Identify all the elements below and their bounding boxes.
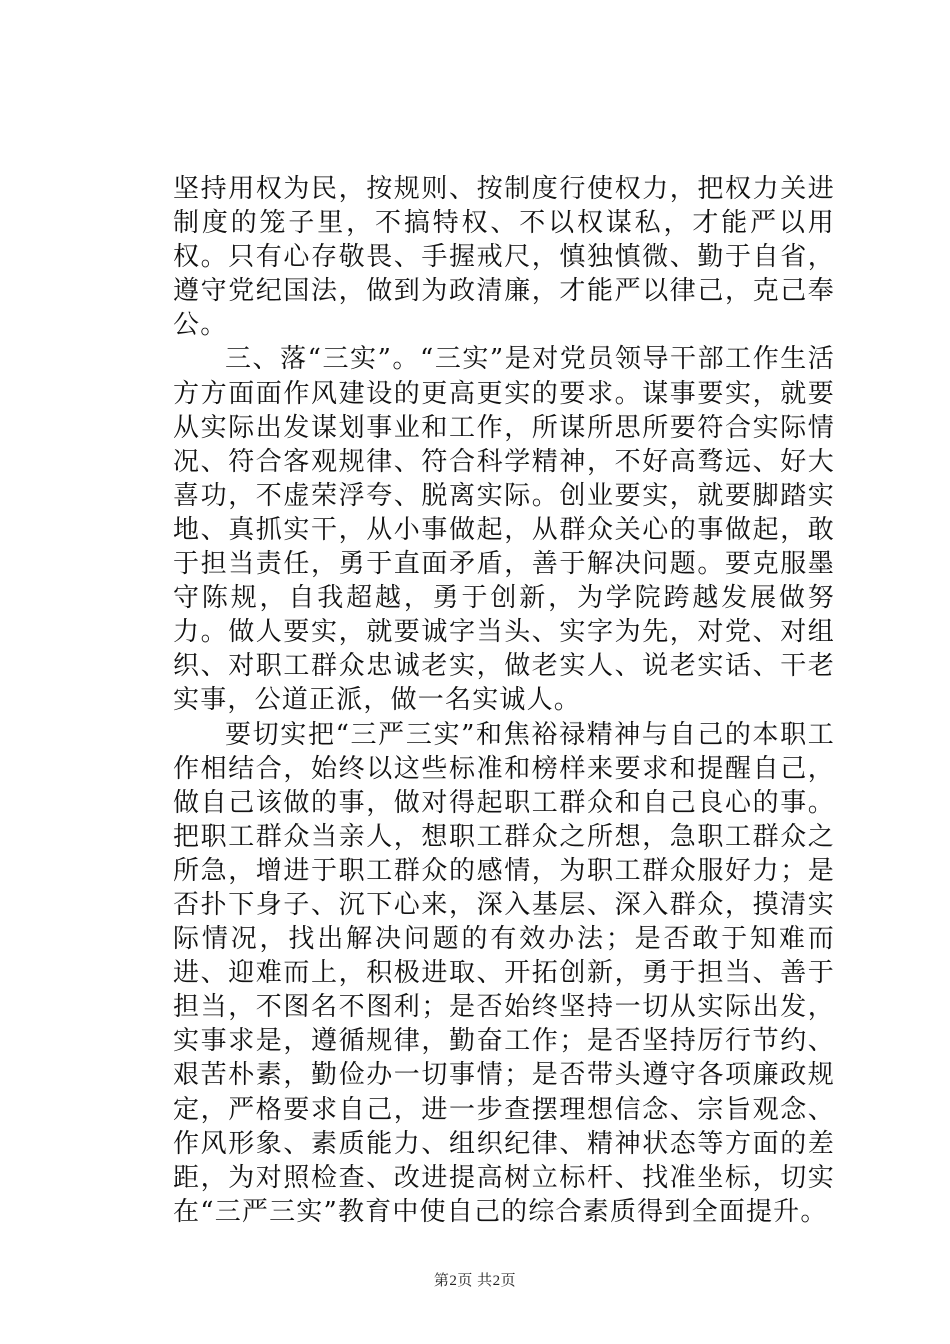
paragraph-continuation: 坚持用权为民，按规则、按制度行使权力，把权力关进制度的笼子里，不搞特权、不以权谋私，才能严以用权。只有心存敬畏、手握戒尺，慎独慎微、勤于自省，遵守党纪国法，做到为政清廉，才能严以律己，克己奉公。: [173, 174, 835, 341]
paragraph-conclusion: 要切实把“三严三实”和焦裕禄精神与自己的本职工作相结合，始终以这些标准和榜样来要求和提醒自己，做自己该做的事，做对得起职工群众和自己良心的事。把职工群众当亲人，想职工群众之所想，急职工群众之所急，增进于职工群众的感情，为职工群众服好力；是否扑下身子、沉下心来，深入基层、深入群众，摸清实际情况，找出解决问题的有效办法；是否敢于知难而进、迎难而上，积极进取、开拓创新，勇于担当、善于担当，不图名不图利；是否始终坚持一切从实际出发，实事求是，遵循规律，勤奋工作；是否坚持厉行节约、艰苦朴素，勤俭办一切事情；是否带头遵守各项廉政规定，严格要求自己，进一步查摆理想信念、宗旨观念、作风形象、素质能力、组织纪律、精神状态等方面的差距，为对照检查、改进提高树立标杆、找准坐标，切实在“三严三实”教育中使自己的综合素质得到全面提升。: [173, 719, 835, 1227]
paragraph-three-shi: 三、落“三实”。“三实”是对党员领导干部工作生活方方面面作风建设的更高更实的要求。谋事要实，就要从实际出发谋划事业和工作，所谋所思所要符合实际情况、符合客观规律、符合科学精神，不好高骛远、好大喜功，不虚荣浮夸、脱离实际。创业要实，就要脚踏实地、真抓实干，从小事做起，从群众关心的事做起，敢于担当责任，勇于直面矛盾，善于解决问题。要克服墨守陈规，自我超越，勇于创新，为学院跨越发展做努力。做人要实，就要诚字当头、实字为先，对党、对组织、对职工群众忠诚老实，做老实人、说老实话、干老实事，公道正派，做一名实诚人。: [173, 344, 835, 716]
page-footer: 第2页 共2页: [433, 1273, 517, 1289]
document-body: [173, 172, 835, 1229]
